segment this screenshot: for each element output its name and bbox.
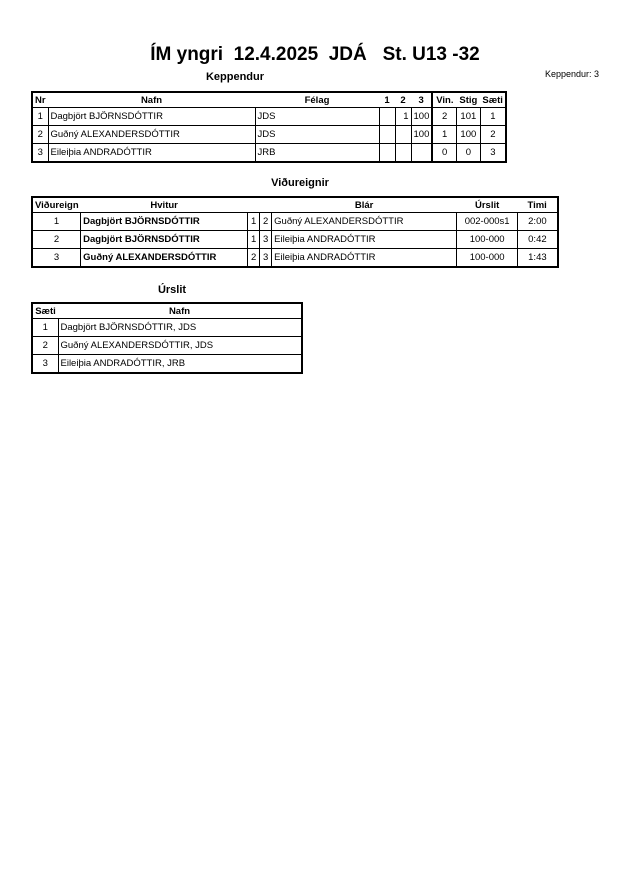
table-row (32, 231, 558, 249)
section-heading-keppendur: Keppendur (205, 71, 265, 83)
table-row (32, 213, 558, 231)
cell: 0 (432, 144, 456, 163)
col-header: Blár (272, 197, 457, 213)
col-header: 2 (395, 92, 411, 108)
cell: 3 (480, 144, 506, 163)
cell: 101 (456, 108, 480, 126)
cell: JDS (255, 108, 379, 126)
cell: 1 (248, 231, 260, 249)
section-heading-vidureignir: Viðureignir (271, 177, 329, 189)
cell: 100-000 (457, 231, 518, 249)
cell (379, 144, 395, 163)
cell: JDS (255, 126, 379, 144)
table-row (32, 108, 506, 126)
col-header: Félag (255, 92, 379, 108)
cell: 3 (32, 144, 48, 163)
col-header: Vin. (432, 92, 456, 108)
cell: 1:43 (518, 249, 558, 268)
cell: Guðný ALEXANDERSDÓTTIR (48, 126, 255, 144)
results-table (31, 302, 303, 374)
cell: 2 (32, 337, 58, 355)
cell: 1 (32, 108, 48, 126)
cell: Dagbjört BJÖRNSDÓTTIR, JDS (58, 319, 302, 337)
table-row (32, 319, 302, 337)
col-header: 1 (379, 92, 395, 108)
col-header: Nafn (48, 92, 255, 108)
matches-table (31, 196, 559, 268)
table-header-row (32, 197, 558, 213)
col-header: Nr (32, 92, 48, 108)
col-header (248, 197, 260, 213)
cell: Eileiþia ANDRADÓTTIR (48, 144, 255, 163)
participant-count: Keppendur: 3 (544, 69, 599, 79)
cell: 2 (480, 126, 506, 144)
cell: 3 (260, 249, 272, 268)
table-row (32, 144, 506, 163)
cell (379, 126, 395, 144)
cell: Dagbjört BJÖRNSDÓTTIR (81, 231, 248, 249)
cell: 2 (32, 126, 48, 144)
cell (395, 144, 411, 163)
cell: 1 (432, 126, 456, 144)
table-row (32, 355, 302, 374)
cell: 100-000 (457, 249, 518, 268)
section-heading-urslit: Úrslit (157, 284, 187, 296)
cell: 1 (395, 108, 411, 126)
col-header: Hvitur (81, 197, 248, 213)
cell: 100 (411, 126, 432, 144)
cell: 100 (411, 108, 432, 126)
cell: 1 (32, 319, 58, 337)
col-header: Úrslit (457, 197, 518, 213)
cell: 0 (456, 144, 480, 163)
cell: 2 (432, 108, 456, 126)
cell: Guðný ALEXANDERSDÓTTIR (272, 213, 457, 231)
col-header: Stig (456, 92, 480, 108)
cell: 1 (32, 213, 81, 231)
cell: Dagbjört BJÖRNSDÓTTIR (81, 213, 248, 231)
cell: JRB (255, 144, 379, 163)
cell: 0:42 (518, 231, 558, 249)
cell (379, 108, 395, 126)
table-header-row (32, 303, 302, 319)
cell: 002-000s1 (457, 213, 518, 231)
cell: 2 (248, 249, 260, 268)
col-header (260, 197, 272, 213)
table-row (32, 337, 302, 355)
cell (395, 126, 411, 144)
col-header: Timi (518, 197, 558, 213)
cell: 3 (32, 355, 58, 374)
col-header: Sæti (480, 92, 506, 108)
table-row (32, 249, 558, 268)
page-title: ÍM yngri 12.4.2025 JDÁ St. U13 -32 (150, 44, 480, 65)
participants-table (31, 91, 507, 163)
cell: 1 (480, 108, 506, 126)
col-header: Sæti (32, 303, 58, 319)
cell: 2 (260, 213, 272, 231)
cell: Guðný ALEXANDERSDÓTTIR, JDS (58, 337, 302, 355)
cell: 3 (32, 249, 81, 268)
cell: 2 (32, 231, 81, 249)
cell (411, 144, 432, 163)
cell: 1 (248, 213, 260, 231)
col-header: 3 (411, 92, 432, 108)
cell: Eileiþia ANDRADÓTTIR (272, 249, 457, 268)
cell: 3 (260, 231, 272, 249)
cell: 2:00 (518, 213, 558, 231)
col-header: Viðureign (32, 197, 81, 213)
cell: Eileiþia ANDRADÓTTIR, JRB (58, 355, 302, 374)
cell: 100 (456, 126, 480, 144)
table-header-row (32, 92, 506, 108)
cell: Guðný ALEXANDERSDÓTTIR (81, 249, 248, 268)
col-header: Nafn (58, 303, 302, 319)
cell: Eileiþia ANDRADÓTTIR (272, 231, 457, 249)
table-row (32, 126, 506, 144)
cell: Dagbjört BJÖRNSDÓTTIR (48, 108, 255, 126)
